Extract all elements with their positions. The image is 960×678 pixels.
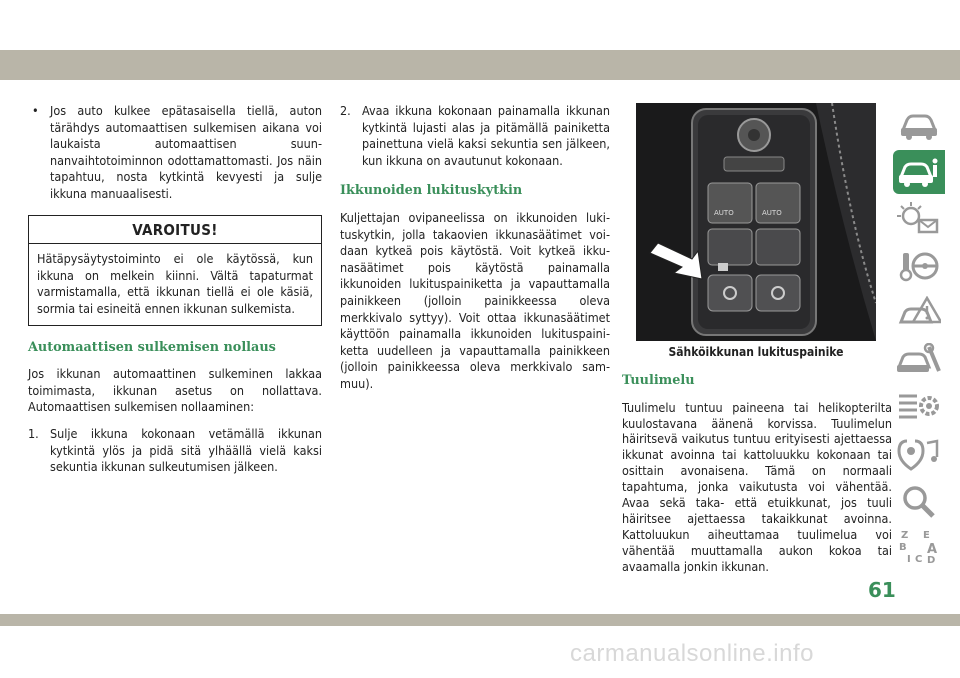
section-heading-auto-close-reset: Automaattisen sulkemisen nollaus	[28, 339, 276, 355]
key-steering-icon	[897, 249, 941, 283]
tab-search[interactable]	[893, 479, 945, 523]
tab-multimedia[interactable]	[893, 432, 945, 476]
index-letter: E	[923, 530, 930, 541]
car-info-icon	[897, 155, 941, 189]
index-letter: C	[915, 554, 923, 565]
step-1	[28, 426, 322, 476]
auto-label-left: AUTO	[714, 209, 734, 217]
paragraph-wind-noise: Tuulimelu tuntuu paineena tai helikopterilta kuulostavana äänenä korvissa. Tuulimelun häiritsevä vaikutus tuntuu erityisesti ajettaessa ikkunat avoinna tai kattoluukku kokonaan tai osittain avonaisena. Tämä on normaali tapahtuma, jonka vaikutusta voi vähentää. Avaa sekä taka- että etuikkunat, jos tuuli häiritsee ajettaessa takaikkunat avoinna. Kattoluukun aiheuttamaa tuulimelua voi vähentää muuttamalla aukon kokoa tai avaamalla jonkin ikkunan.	[622, 399, 892, 574]
tab-alphabet-index[interactable]	[893, 526, 945, 570]
index-letter: A	[927, 542, 938, 557]
search-icon	[897, 484, 941, 518]
tab-dashboard-lights[interactable]	[893, 197, 945, 241]
paragraph-window-lock: Kuljettajan ovipaneelissa on ikkunoiden lukituskytkin, jolla takaovien ikkunasäätimet voidaan kytkeä pois käytöstä. Voit kytkeä ikkunasäätimet pois käytöstä painamalla ikkunoiden lukituspainiketta ja vapauttamalla painikkeen (jolloin painikkeessa oleva merkkivalo syttyy). Voit ottaa ikkunasäätimet käyttöön painamalla ikkunoiden lukituspainiketta uudelleen ja vapauttamalla painikkeen (jolloin painikkeessa oleva merkkivalo sammuu).	[340, 209, 610, 391]
column-3	[622, 369, 892, 575]
bullet-dot: •	[32, 103, 39, 118]
dashboard-lights-icon	[897, 202, 941, 236]
section-heading-wind-noise: Tuulimelu	[622, 373, 695, 388]
auto-label-right: AUTO	[762, 209, 782, 217]
bullet-text: Jos auto kulkee epätasaisella tiellä, auton tärähdys automaattisen sulkemisen aikana voi laukaista automaattisen suunnanvaihtotoiminnon odottamattomasti. Jos näin tapahtuu, nosta kytkintä kevyesti ja sulje ikkuna manuaalisesti.	[50, 103, 322, 201]
warning-car-icon	[897, 296, 941, 330]
column-2	[340, 103, 610, 393]
paragraph-auto-close-reset: Jos ikkunan automaattinen sulkeminen lakkaa toimimasta, ikkunan asetus on nollattava. Automaattisen sulkemisen nollaaminen:	[28, 366, 322, 415]
tab-car-wrench[interactable]	[893, 338, 945, 382]
step-number: 2.	[340, 103, 351, 118]
alphabet-index-icon	[897, 528, 941, 568]
warning-box	[28, 215, 322, 326]
tab-car-info[interactable]	[893, 150, 945, 194]
car-icon	[897, 108, 941, 142]
chapter-tabs	[893, 103, 945, 573]
window-switch-photo	[636, 103, 876, 341]
index-letter: B	[899, 542, 907, 553]
tab-warning-car[interactable]	[893, 291, 945, 335]
bullet-item	[28, 103, 322, 203]
warning-text: Hätäpysäytystoiminto ei ole käytössä, kun ikkuna on melkein kiinni. Vältä tapaturmat varmistamalla, että ikkunan tiellä ei ole käsiä, sormia tai esineitä ennen ikkunan sulkemista.	[37, 251, 313, 316]
index-letter: D	[927, 555, 936, 566]
tab-key-steering[interactable]	[893, 244, 945, 288]
index-letter: Z	[901, 530, 909, 541]
warning-title: VAROITUS!	[29, 216, 321, 245]
figure-caption: Sähköikkunan lukituspainike	[668, 345, 844, 359]
section-heading-window-lock: Ikkunoiden lukituskytkin	[340, 183, 523, 199]
step-2	[340, 103, 610, 169]
index-letter: I	[907, 554, 911, 565]
watermark: carmanualsonline.info	[570, 640, 814, 667]
step-number: 1.	[28, 425, 39, 441]
column-1	[28, 103, 322, 476]
tab-car[interactable]	[893, 103, 945, 147]
top-band	[0, 50, 960, 80]
multimedia-icon	[897, 437, 941, 471]
settings-list-icon	[897, 390, 941, 424]
step-text: Avaa ikkuna kokonaan painamalla ikkunan kytkintä lujasti alas ja pitämällä painiketta painettuna vielä kaksi sekuntia sen jälkeen, kun ikkuna on avautunut kokonaan.	[362, 103, 610, 168]
tab-settings-list[interactable]	[893, 385, 945, 429]
car-wrench-icon	[897, 343, 941, 377]
door-panel-illustration	[636, 103, 876, 341]
page-number: 61	[868, 578, 896, 602]
bottom-band	[0, 614, 960, 626]
step-text: Sulje ikkuna kokonaan vetämällä ikkunan kytkintä ylös ja pidä sitä ylhäällä vielä kaksi sekuntia ikkunan sulkeutumisen jälkeen.	[50, 425, 322, 475]
